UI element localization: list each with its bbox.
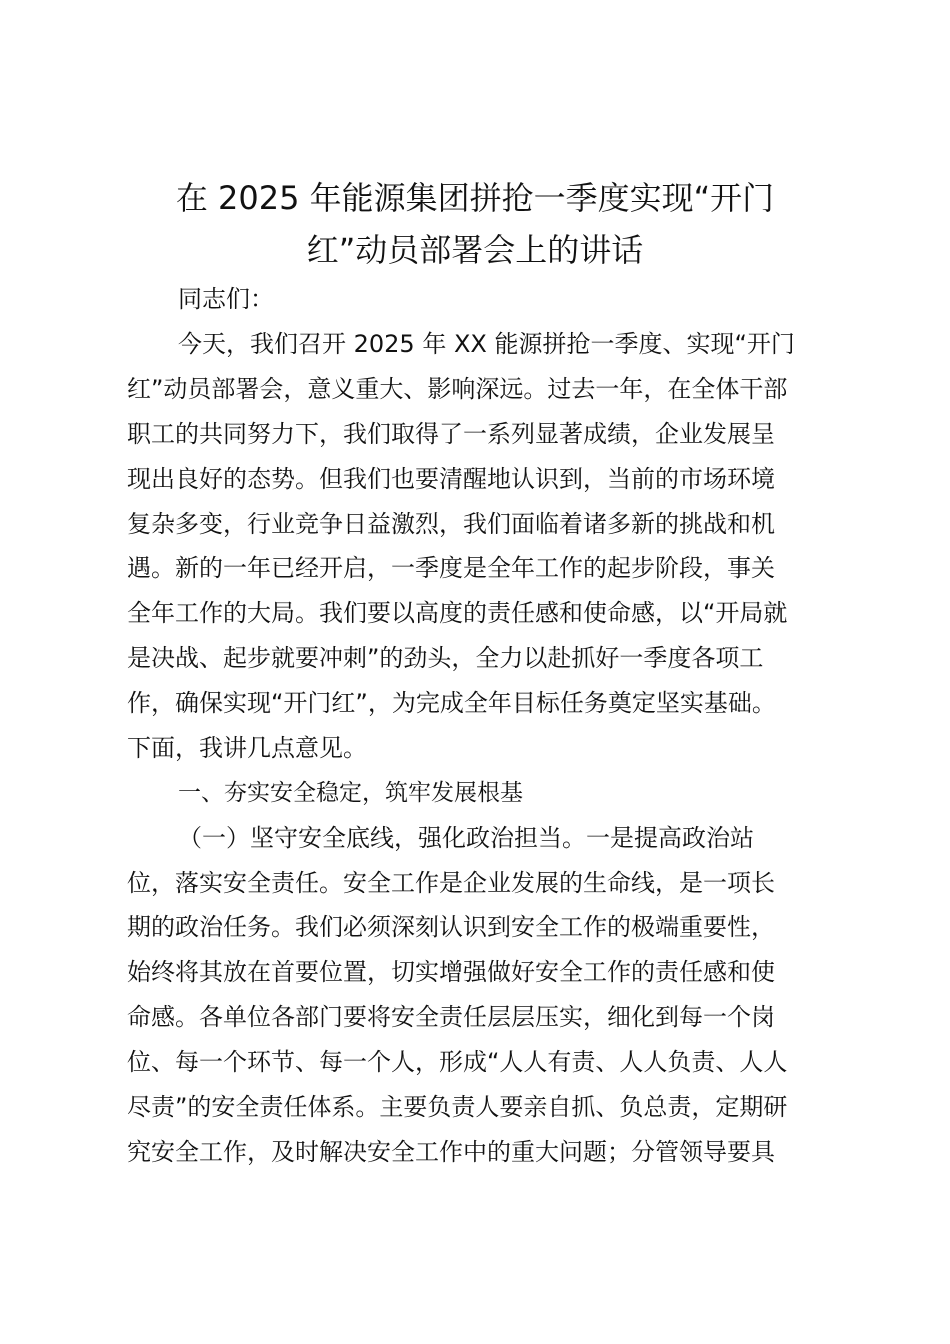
paragraph-1-line: 现出良好的态势。但我们也要清醒地认识到，当前的市场环境 [127, 465, 775, 493]
title-line-2: 红”动员部署会上的讲话 [306, 231, 644, 269]
paragraph-1-line: 复杂多变，行业竞争日益激烈，我们面临着诸多新的挑战和机 [127, 510, 775, 538]
paragraph-2-line: 期的政治任务。我们必须深刻认识到安全工作的极端重要性， [127, 913, 775, 941]
paragraph-1-line: 作，确保实现“开门红”，为完成全年目标任务奠定坚实基础。 [127, 689, 776, 717]
paragraph-2-line: 位、每一个环节、每一个人，形成“人人有责、人人负责、人人 [127, 1048, 788, 1076]
paragraph-1-line: 今天，我们召开 2025 年 XX 能源拼抢一季度、实现“开门 [178, 330, 795, 358]
paragraph-1-line: 红”动员部署会，意义重大、影响深远。过去一年，在全体干部 [127, 375, 788, 403]
paragraph-2-line: 位，落实安全责任。安全工作是企业发展的生命线，是一项长 [127, 869, 775, 897]
paragraph-2-line: （一）坚守安全底线，强化政治担当。一是提高政治站 [178, 824, 754, 852]
title-line-1: 在 2025 年能源集团拼抢一季度实现“开门 [175, 179, 775, 217]
paragraph-1-line: 全年工作的大局。我们要以高度的责任感和使命感，以“开局就 [127, 599, 788, 627]
paragraph-1-line: 下面，我讲几点意见。 [127, 734, 367, 762]
paragraph-1-line: 职工的共同努力下，我们取得了一系列显著成绩，企业发展呈 [127, 420, 775, 448]
paragraph-1-line: 遇。新的一年已经开启，一季度是全年工作的起步阶段，事关 [127, 554, 775, 582]
document-title [127, 172, 823, 276]
salutation: 同志们： [178, 285, 274, 313]
paragraph-2-line: 始终将其放在首要位置，切实增强做好安全工作的责任感和使 [127, 958, 775, 986]
paragraph-2-line: 尽责”的安全责任体系。主要负责人要亲自抓、负总责，定期研 [127, 1093, 788, 1121]
paragraph-1-line: 是决战、起步就要冲刺”的劲头，全力以赴抓好一季度各项工 [127, 644, 764, 672]
paragraph-2-line: 命感。各单位各部门要将安全责任层层压实，细化到每一个岗 [127, 1003, 775, 1031]
paragraph-2-line: 究安全工作，及时解决安全工作中的重大问题；分管领导要具 [127, 1138, 775, 1166]
section-heading: 一、夯实安全稳定，筑牢发展根基 [178, 780, 523, 806]
